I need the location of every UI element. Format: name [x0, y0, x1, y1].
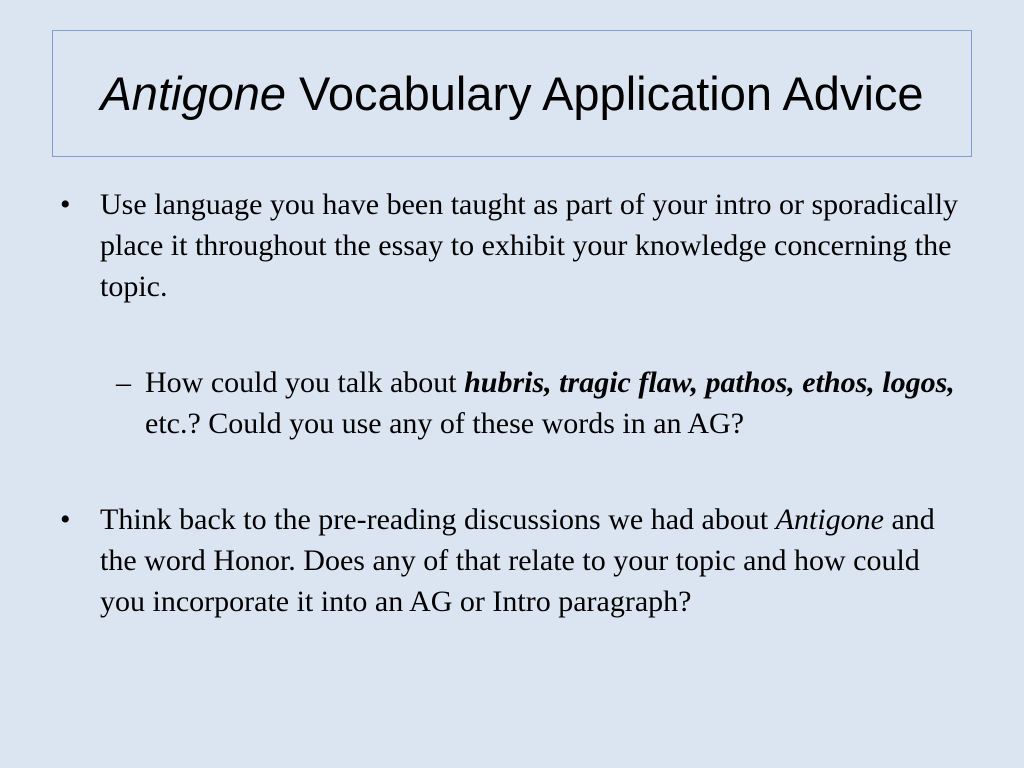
bullet-text: Use language you have been taught as part of your intro or sporadically place it throughout the essay to exhibit your knowledge concerning the topic.: [100, 188, 959, 303]
bullet-item-1: [0, 184, 1024, 307]
slide-title: [100, 66, 923, 122]
bullet-lead: Think back to the pre-reading discussions we had about: [100, 503, 776, 536]
bullet-marker: •: [60, 503, 71, 536]
slide-title-box: [52, 30, 972, 157]
title-rest: Vocabulary Application Advice: [286, 66, 924, 120]
sub-bullet-tail: etc.? Could you use any of these words in an AG?: [145, 407, 745, 440]
slide-body: [0, 184, 1024, 622]
bullet-tail: and the word Honor. Does any of that relate to your topic and how could you incorporate it into an AG or Intro paragraph?: [100, 503, 935, 618]
play-title-italic: Antigone: [775, 503, 884, 536]
bullet-item-2: [0, 499, 1024, 622]
sub-bullet-lead: How could you talk about: [145, 366, 465, 399]
bullet-marker: •: [60, 188, 71, 221]
vocabulary-terms: hubris, tragic flaw, pathos, ethos, logos,: [464, 366, 955, 399]
title-italic-part: Antigone: [100, 66, 286, 120]
sub-bullet-marker: –: [116, 366, 131, 399]
sub-bullet-item-1: [0, 362, 1024, 444]
